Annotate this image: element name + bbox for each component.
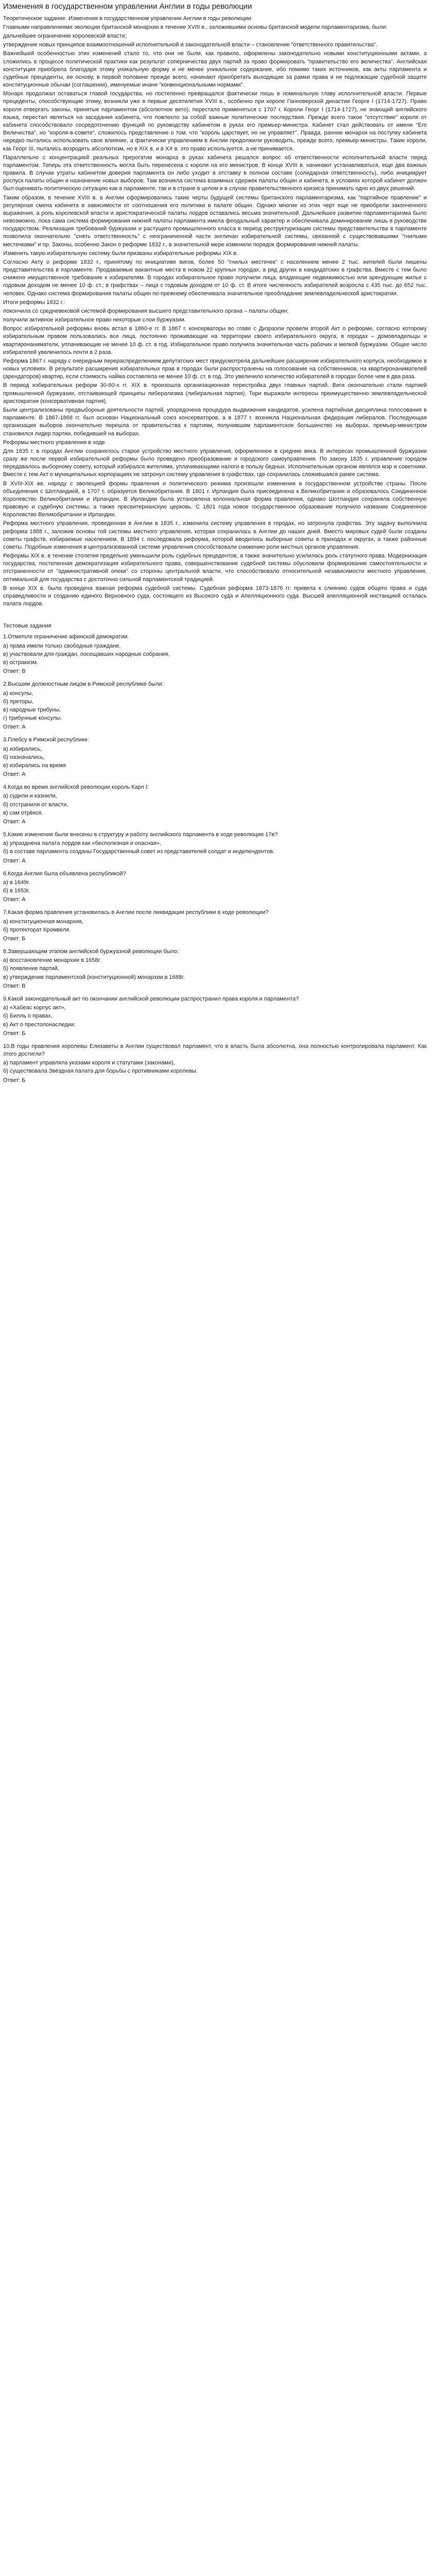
test-question-block bbox=[3, 1043, 427, 1084]
paragraph: Итоги реформы 1832 г.: bbox=[3, 299, 65, 306]
test-option: а) упразднена палата лордов как «бесполезная и опасная», bbox=[3, 840, 162, 847]
test-answer: Ответ: А bbox=[3, 771, 26, 778]
test-answer: Ответ: Б bbox=[3, 935, 26, 942]
test-question: 6.Когда Англия была объявлена республикой? bbox=[3, 870, 126, 877]
paragraph: Реформы XIX в. в течение столетия предельно уменьшили роль судебных прецедентов, а также значительно усилилась роль статутного права. Модернизация государства, постепенная демократизация избирательного права, совершенствование судебной системы обусловили формирование самостоятельности и отстраненности от "административной опеки" со стороны центральной власти, что способствовало относительной независимости местного управления, оптимальной для государства с достаточно сильной парламентской традицией. bbox=[3, 553, 427, 583]
test-option: в) избирались на время bbox=[3, 762, 66, 769]
test-question-block bbox=[3, 995, 427, 1038]
tests-title: Тестовые задания bbox=[3, 623, 51, 630]
test-option: б) протекторат Кромвеля. bbox=[3, 926, 71, 933]
paragraph: Согласно Акту о реформе 1832 г., принятому по инициативе вигов, более 50 "гнилых местечек" с населением менее 2 тыс. жителей были лишены представительства в парламенте. Продаваемые вакантные места в новом 22 крупных городах, а ряд других в кандидатских в графства. Вместе с тем было снижено имущественное требование к избирателям. В городах избирательное право получили лица, владеющие недвижимостью или арендующие жилье с годовым доходом не менее 10 ф. ст.; в графствах – лица с годовым доходом от 10 ф. ст. В итоге численность избирателей возросла с 435 тыс. до 652 тыс. человек. Однако система формирования палаты общин по-прежнему обеспечивала значительное преобладание землевладельческой аристократии. bbox=[3, 259, 427, 297]
test-option: а) избирались, bbox=[3, 745, 42, 752]
test-question: 4.Когда во время английской революции король Карл I: bbox=[3, 784, 149, 791]
test-option: а) судили и казнили, bbox=[3, 793, 57, 800]
test-question: 3.Плебсу в Римской республике: bbox=[3, 737, 90, 743]
paragraph: В период избирательных реформ 30-60-х гг. XIX в. произошла организационная перестройка двух главных партий. Виги окончательно стали партией промышленной буржуазии, отстаивающей принципы либерализма (либеральная партия). Тори выражали интересы преимущественно землевладельческой аристократии (консервативная партия). bbox=[3, 382, 427, 404]
paragraph: Для 1835 г. в городах Англии сохранялось старое устройство местного управления, оформленное в средние века. В интересах промышленной буржуазии сразу же после первой избирательной реформы было проведено преобразование и городского самоуправления. По закону 1835 г. управление городом передавалось выборному совету, который избирался жителями, уплачивающими налоги в пользу бедных. Исполнительным органом являлся мэр и советники. Вместе с тем Акт о муниципальных корпорациях не затронул систему управления в графствах, где сохранилась сложившаяся ранее система. bbox=[3, 448, 427, 478]
test-answer: Ответ: А bbox=[3, 818, 26, 825]
paragraph: Реформа местного управления, проведенная в Англии в 1835 г., изменила систему управления в городах, но затронула графства. Эту задачу выполнила реформа 1888 г., заложив основы той системы местного управления, которая сохранилась в Англии до наших дней. Вместо мировых судей были созданы советы графств, избираемые населением. В 1894 г. последовала реформа, которой вводились выборные советы в приходах и округах, а также районные советы. Подобные изменения в централизованной системе управления способствовали снижению роли местных органов управления. bbox=[3, 520, 427, 550]
paragraph: В конце XIX в. была проведена важная реформа судебной системы. Судебная реформа 1873-1876 гг. привела к слиянию судов общего права и суда справедливости и созданию единого Верховного суда, состоящего из Высокого суда и Апелляционного суда. Высшей апелляционной инстанцией осталась палата лордов. bbox=[3, 585, 427, 607]
test-question-block bbox=[3, 909, 427, 943]
document-page bbox=[0, 0, 430, 1100]
test-question-block bbox=[3, 870, 427, 904]
test-question: 2.Высшим должностным лицом в Римской республике были: bbox=[3, 681, 164, 688]
test-option: б) назначались, bbox=[3, 754, 45, 760]
test-option: а) консулы, bbox=[3, 690, 33, 697]
page-title: Изменения в государственном управлении Англии в годы революции bbox=[3, 2, 252, 11]
section-gap bbox=[3, 609, 427, 615]
test-question-block bbox=[3, 681, 427, 731]
test-option: в) утверждение парламентской (конституционной) монархии в 1688г. bbox=[3, 974, 185, 980]
test-answer: Ответ: А bbox=[3, 724, 26, 731]
test-option: в) Акт о престолонаследии. bbox=[3, 1021, 76, 1028]
paragraph: В XVIII-XIX вв. наряду с эволюцией формы правления и политического режима произошли изменения в государственном устройстве страны. После объединения с Шотландией, в 1707 г. образуется Великобритания. В 1801 г. Ирландия была присоединена к Великобритании и образовалось Соединенное Королевство Великобритании и Ирландии. В Ирландии была установлена колониальная форма правления, однако Шотландия сохраняла собственную правовую и судебную системы, а также пресвитерианскую церковь. С 1801 года новое государственное образование получило название Соединенное Королевство Великобритании и Ирландии. bbox=[3, 480, 427, 518]
test-option: в) остракизм. bbox=[3, 659, 39, 666]
test-answer: Ответ: В bbox=[3, 982, 26, 989]
paragraph: Были централизованы предвыборные деятельности партий, упорядочена процедура выдвижения кандидатов, усилена партийная дисциплина голосования в парламенте. В 1867-1868 гг. был основан Национальный союз консерваторов, а в 1877 г. возникла Национальная федерация либералов. Последующая организация выборов окончательно перешла от правительства к партиям, получившим парламентское большинство на выборах, премьер-министром становился лидер партии, победившей на выборах. bbox=[3, 407, 427, 437]
paragraph: утверждение новых принципов взаимоотношений исполнительной и законодательной власти – становление "ответственного правительства". bbox=[3, 42, 377, 48]
paragraph: дальнейшее ограничение королевской власти; bbox=[3, 33, 127, 40]
test-question: 7.Какая форма правления установилась в Англии после ликвидации республики в ходе революции? bbox=[3, 909, 269, 916]
paragraph: Важнейшей особенностью этих изменений стало то, что они не были, как правило, оформлены законодательно новыми конституционными актами, а сложились в процессе политической практики как результат соперничества двух партий за право формировать "правительство его величества". Английская конституция приобрела благодаря этому уникальную форму и не менее уникальное содержание, ибо помимо таких источников, как акты парламента и судебные прецеденты, ее основу, в первой половине прежде всего, начинают приобретать выходящие за рамки права и не подлежащие судебной защите конституционные обычаи (соглашения), именуемые иначе "конвенциональными нормами". bbox=[3, 50, 427, 89]
test-option: в) участвовали для граждан, посещавших народные собрания, bbox=[3, 651, 170, 657]
test-question-block bbox=[3, 736, 427, 778]
paragraph: Теоретическое задание. Изменения в государственном управлении Англии в годы революции. bbox=[3, 15, 253, 22]
test-option: б) Билль о правах, bbox=[3, 1013, 53, 1020]
paragraph: Монарх продолжал оставаться главой государства, но постепенно превращался фактически лишь в номинальную главу исполнительной власти. Первые прецеденты, способствующие этому, возникли уже в первые десятилетия XVIII в., особенно при короле Ганноверской династии Георге I (1714-1727). Право короля отвергать законы, принятые парламентом (абсолютное вето), перестало применяться с 1707 г. Короли Георг I (1714-1727), не знающий английского языка, перестал являться на заседания кабинета, что повлекло за собой важные политические последствия. Прежде всего такое "отсутствие" короля от кабинета способствовало сосредоточению функций по руководству кабинетом в руках его премьер-министра. Кабинет стал действовать от имени "Его Величества", но "короля-в-совете", сложилось представление о том, что "король царствует, но не управляет". Правда, ранние монархи на поступку кабинета нередко пытались использовать свое влияние, а фактически управлением в Англии продолжили руководить, прежде всего, премьер-министры. Такие короли, как Георг III, пытались возродить абсолютизм, но в XIX в. и в XX в. это право используется, а не принимается. bbox=[3, 91, 427, 152]
test-option: а) права имели только свободные граждане, bbox=[3, 642, 121, 649]
test-option: б) существовала Звёздная палата для борьбы с противниками королевы. bbox=[3, 1068, 198, 1075]
test-option: б) появление партий, bbox=[3, 965, 59, 972]
test-option: б) в 1653г. bbox=[3, 888, 30, 894]
document-body bbox=[3, 15, 427, 608]
test-option: а) восстановление монархии в 1658г. bbox=[3, 957, 101, 964]
test-question: 9.Какой законодательный акт по окончании английской революции распространил права короля и парламента? bbox=[3, 996, 299, 1002]
paragraph: Реформы местного управления в ходе bbox=[3, 439, 105, 446]
test-question: 5.Какие изменения были внесены в структуру и работу английского парламента в ходе революции 17в? bbox=[3, 832, 278, 838]
test-answer: Ответ: А bbox=[3, 857, 26, 864]
test-question-block bbox=[3, 633, 427, 675]
test-question: 1.Отметьте ограничение афинской демократии. bbox=[3, 634, 129, 640]
test-option: б) отстранили от власти, bbox=[3, 801, 68, 808]
test-question-block bbox=[3, 948, 427, 990]
test-option: а) «Хабеас корпус акт», bbox=[3, 1005, 66, 1011]
paragraph: покончила со средневековой системой формирования высшего представительного органа – палаты общин; bbox=[3, 308, 289, 314]
test-option: в) народные трибуны, bbox=[3, 706, 61, 713]
test-answer: Ответ: Б bbox=[3, 1030, 26, 1037]
test-option: а) конституционная монархия, bbox=[3, 918, 83, 925]
test-question-block bbox=[3, 831, 427, 865]
test-option: в) сам отрёкся. bbox=[3, 809, 43, 816]
test-option: г) трибунные консулы. bbox=[3, 715, 62, 722]
paragraph: Таким образом, в течение XVIII в. в Англии сформировались такие черты будущей системы британского парламентаризма, как "партийное правление" и регулярная смена кабинета в зависимости от соотношения его политики в палате общин. Однако многие из этих черт еще не приобрели законченного выражения, а роль королевской власти и аристократической палаты лордов оставались весьма значительной. Дальнейшее развитие парламентаризма было невозможно, пока сама система формирования нижней палаты парламента имела феодальный характер и обеспечивала доминирование лишь в руководстве государством. Реализация требований буржуазии и растущего промышленного класса в период реструктуризации системы представительства в парламенте позволила окончательно "снять ответственность" с неограниченной части англичан избирательной системы, связанной с существовавшими "гнилыми местечками" и пр. Законы, особенно Закон о реформе 1832 г., в значительной мере изменили порядок формирования нижней палаты. bbox=[3, 194, 427, 248]
paragraph: Параллельно с концентрацией реальных прерогатив монарха в руках кабинета решался вопрос об ответственности исполнительной власти перед парламентом. Теперь эта ответственность могла быть перенесена с короля на его министров. В конце XVIII в. начинают устанавливаться, еще два важных правила. В случае утраты кабинетом доверия парламента он либо уходит в отставку в полном составе (солидарная ответственность), либо инициирует роспуск палаты общин и назначение новых выборов. Там возникла система взаимных сдержек палаты общин и кабинета, в условиях которой кабинет должен был оценивать политическую ситуацию как в парламенте, так и в стране в целом и в случае правительственного кризиса принимать одно из двух решений. bbox=[3, 154, 427, 192]
test-answer: Ответ: А bbox=[3, 896, 26, 903]
test-question: 10.В годы правления королевы Елизаветы в Англии существовал парламент, что в власть была абсолютна, она полностью контролировала парламент. Как этого достигли? bbox=[3, 1043, 427, 1058]
test-option: а) парламент управляла указами короля и статутами (законами), bbox=[3, 1060, 175, 1066]
test-option: а) в 1649г. bbox=[3, 879, 30, 886]
paragraph: Главными направлениями эволюции британской монархии в течение XVIII в., заложившими основы британской модели парламентаризма, были: bbox=[3, 24, 388, 30]
paragraph: Вопрос избирательной реформы вновь встал в 1860-е гг. В 1867 г. консерваторы во главе с Дизраэли провели второй Акт о реформе, согласно которому избирательным правом пользовались все лица, постоянно проживающие на территории своего избирательного округа, в городах – домовладельцы и квартиронаниматели, уплачивающие не менее 10 ф. ст. в год. Избирательное право получила значительная часть рабочих и мелкой буржуазии. Общее число избирателей увеличилось почти в 2 раза. bbox=[3, 326, 427, 355]
test-option: б) в составе парламента созданы Государственный совет из представителей солдат и индепендентов. bbox=[3, 849, 275, 855]
test-answer: Ответ: В bbox=[3, 668, 26, 675]
paragraph: получили активное избирательное право некоторые слои буржуазии. bbox=[3, 317, 186, 324]
test-question: 8.Завершающим этапом английской буржуазной революции было: bbox=[3, 948, 179, 955]
paragraph: Изменить такую избирательную систему были призваны избирательные реформы XIX в. bbox=[3, 250, 238, 257]
test-option: б) преторы, bbox=[3, 698, 33, 705]
paragraph: Реформа 1867 г. наряду с очередным перераспределением депутатских мест предусмотрела дальнейшее расширение избирательного корпуса, необходимое в новых условиях. В результате расширения избирательных прав в городах были распространены на голосование на собственников, на квартиронанимателей (арендаторов) квартир, если стоимость найма составляла не менее 10 ф. ст. в год. Это увеличило количество избирателей в городах более чем в два раза. bbox=[3, 358, 427, 380]
test-answer: Ответ: Б bbox=[3, 1077, 26, 1083]
test-question-block bbox=[3, 784, 427, 826]
tests-list bbox=[3, 633, 427, 1084]
